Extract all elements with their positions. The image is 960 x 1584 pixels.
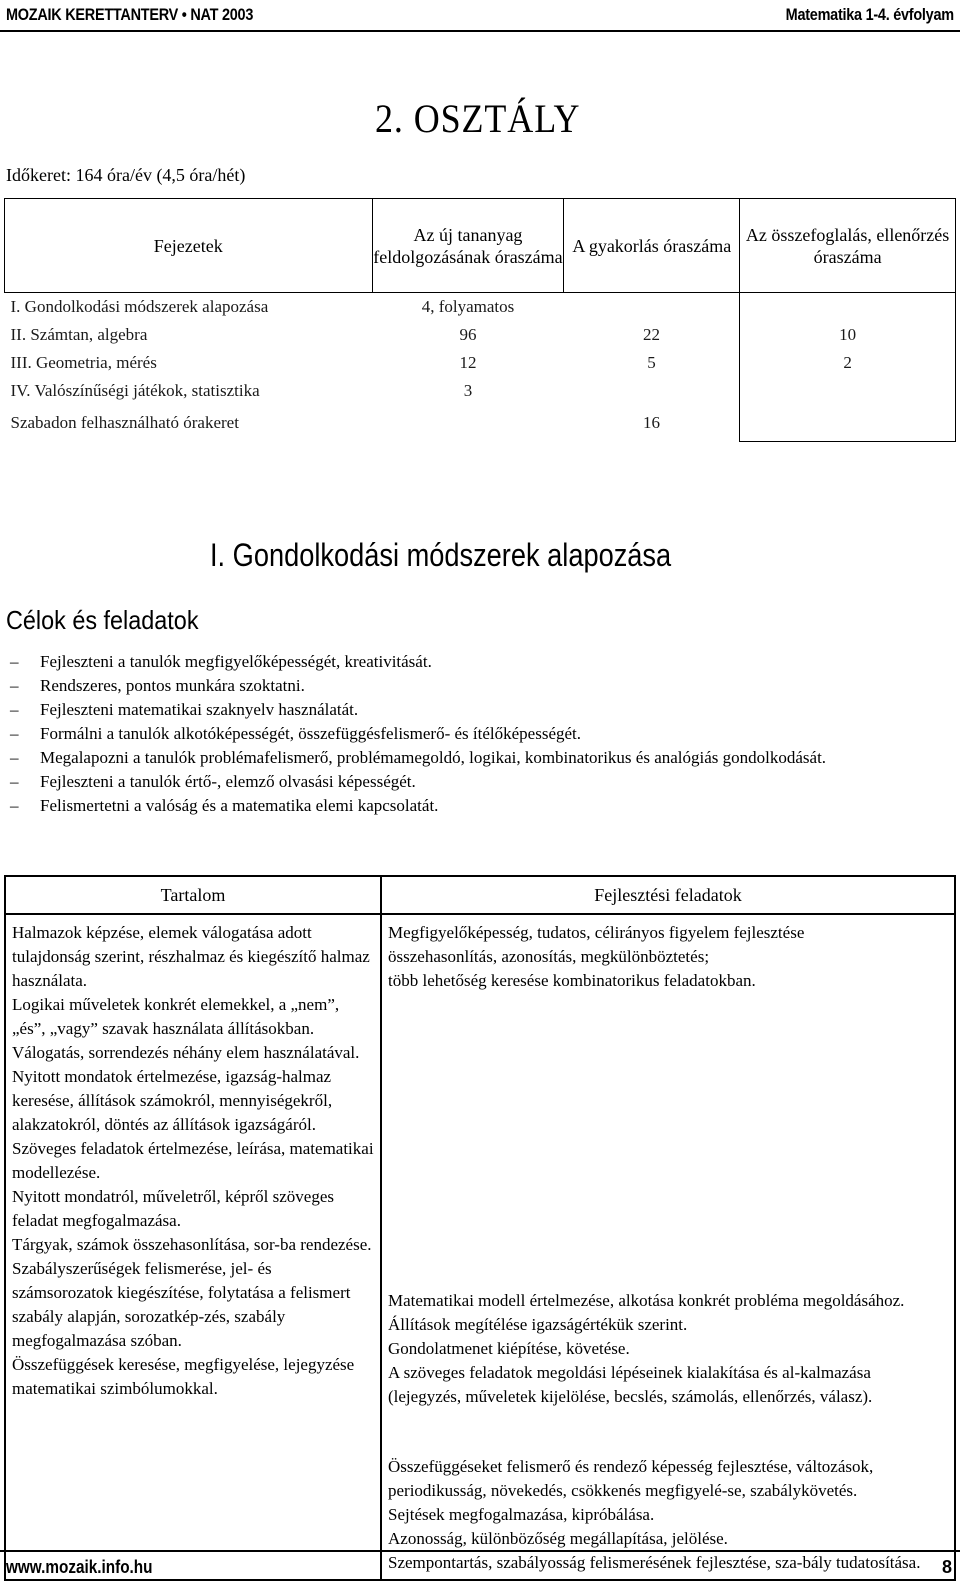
task-line: Megfigyelőképesség, tudatos, célirányos figyelem fejlesztése xyxy=(388,923,805,942)
header-rule xyxy=(0,30,960,32)
task-line: Állítások megítélése igazságértékük szerint. xyxy=(388,1315,688,1334)
task-line: összehasonlítás, azonosítás, megkülönböztetés; xyxy=(388,947,710,966)
task-line: Sejtések megfogalmazása, kipróbálása. xyxy=(388,1505,655,1524)
header-series-title: MOZAIK KERETTANTERV • NAT 2003 xyxy=(6,5,254,24)
tasks-column xyxy=(381,914,955,1580)
goal-item: – Fejleszteni a tanulók értő-, elemző olvasási képességét. xyxy=(10,770,950,794)
content-header-tasks: Fejlesztési feladatok xyxy=(381,876,955,914)
task-line: A szöveges feladatok megoldási lépéseinek kialakítása és al-kalmazása (lejegyzés, műveletek kijelölése, becslés, számolás, ellenőrzés, válasz). xyxy=(388,1363,873,1406)
tasks-block xyxy=(388,1455,948,1575)
hours-chapter: Szabadon felhasználható órakeret xyxy=(10,413,239,432)
page-number: 8 xyxy=(941,1557,952,1577)
page-header xyxy=(0,0,960,30)
hours-row xyxy=(5,293,956,322)
section-title: I. Gondolkodási módszerek alapozása xyxy=(210,537,672,573)
goal-item: – Rendszeres, pontos munkára szoktatni. xyxy=(10,674,950,698)
hours-header-review: Az összefoglalás, ellenőrzés óraszáma xyxy=(740,199,956,293)
content-paragraph: Szabályszerűségek felismerése, jel- és számsorozatok kiegészítése, folytatása a felismert szabály alapján, sorozatkép-zés, szabály megfogalmazása szóban. xyxy=(12,1259,351,1350)
hours-new: 4, folyamatos xyxy=(421,297,515,316)
hours-practice: 5 xyxy=(647,353,656,372)
task-line: több lehetőség keresése kombinatorikus feladatokban. xyxy=(388,971,756,990)
hours-header-chapters: Fejezetek xyxy=(5,199,373,293)
task-line: Matematikai modell értelmezése, alkotása konkrét probléma megoldásához. xyxy=(388,1291,905,1310)
content-header-content: Tartalom xyxy=(5,876,381,914)
hours-chapter: I. Gondolkodási módszerek alapozása xyxy=(10,297,269,316)
content-paragraph: Halmazok képzése, elemek válogatása adott tulajdonság szerint, részhalmaz és kiegészítő halmaz használata. xyxy=(12,923,370,990)
hours-new: 3 xyxy=(463,381,473,400)
content-paragraph: Tárgyak, számok összehasonlítása, sor-ba rendezése. xyxy=(12,1235,372,1254)
task-line: Összefüggéseket felismerő és rendező képesség fejlesztése, változások, periodikusság, növekedés, csökkenés megfigyelé-se, szabálykövetés. xyxy=(388,1457,874,1500)
hours-practice xyxy=(564,293,740,322)
goals-list xyxy=(10,650,950,818)
hours-row xyxy=(5,321,956,349)
hours-practice: 22 xyxy=(643,325,661,344)
content-paragraph: Logikai műveletek konkrét elemekkel, a „nem”, „és”, „vagy” szavak használata állításokban. xyxy=(12,995,340,1038)
goal-item: – Fejleszteni matematikai szaknyelv használatát. xyxy=(10,698,950,722)
footer-rule xyxy=(0,1550,960,1552)
content-paragraph: Nyitott mondatok értelmezése, igazság-halmaz keresése, állítások számokról, mennyiségekről, alakzatokról, döntés az állítások igazságáról. xyxy=(12,1067,333,1134)
hours-chapter: II. Számtan, algebra xyxy=(10,325,148,344)
timeframe-text: Időkeret: 164 óra/év (4,5 óra/hét) xyxy=(6,165,246,185)
header-subject-title: Matematika 1-4. évfolyam xyxy=(785,5,954,24)
task-line: Szempontartás, szabályosság felismerésének fejlesztése, sza-bály tudatosítása. xyxy=(388,1553,921,1572)
goal-item: – Formálni a tanulók alkotóképességét, összefüggésfelismerő- és ítélőképességét. xyxy=(10,722,950,746)
hours-new: 12 xyxy=(459,353,477,372)
goal-item: – Felismertetni a valóság és a matematika elemi kapcsolatát. xyxy=(10,794,950,818)
hours-new xyxy=(372,405,564,441)
content-column xyxy=(5,914,381,1580)
footer-website: www.mozaik.info.hu xyxy=(6,1557,153,1577)
hours-practice xyxy=(564,377,740,405)
hours-review xyxy=(740,405,956,441)
content-paragraph: Nyitott mondatról, műveletről, képről szöveges feladat megfogalmazása. xyxy=(12,1187,334,1230)
task-line: Gondolatmenet kiépítése, követése. xyxy=(388,1339,630,1358)
hours-header-new: Az új tananyag feldolgozásának óraszáma xyxy=(372,199,564,293)
hours-practice: 16 xyxy=(643,413,661,432)
goals-title: Célok és feladatok xyxy=(6,605,199,635)
hours-row xyxy=(5,377,956,405)
hours-chapter: IV. Valószínűségi játékok, statisztika xyxy=(10,381,260,400)
hours-review xyxy=(740,377,956,405)
content-paragraph: Összefüggések keresése, megfigyelése, lejegyzése matematikai szimbólumokkal. xyxy=(12,1355,355,1398)
hours-review xyxy=(740,293,956,322)
hours-review: 10 xyxy=(740,321,956,349)
goal-item: – Fejleszteni a tanulók megfigyelőképességét, kreativitását. xyxy=(10,650,950,674)
content-table xyxy=(4,875,956,1581)
goal-item: – Megalapozni a tanulók problémafelismerő, problémamegoldó, logikai, kombinatorikus és analógiás gondolkodását. xyxy=(10,746,950,770)
hours-table xyxy=(4,198,956,442)
hours-header-practice: A gyakorlás óraszáma xyxy=(564,199,740,293)
hours-review: 2 xyxy=(740,349,956,377)
tasks-block xyxy=(388,1289,948,1409)
hours-row xyxy=(5,349,956,377)
tasks-spacer xyxy=(388,1409,948,1455)
hours-new: 96 xyxy=(459,325,477,344)
content-paragraph: Szöveges feladatok értelmezése, leírása, matematikai modellezése. xyxy=(12,1139,374,1182)
tasks-spacer xyxy=(388,993,948,1289)
class-title: 2. OSZTÁLY xyxy=(375,96,581,141)
task-line: Azonosság, különbözőség megállapítása, jelölése. xyxy=(388,1529,728,1548)
hours-chapter: III. Geometria, mérés xyxy=(10,353,157,372)
tasks-block xyxy=(388,921,948,993)
hours-row xyxy=(5,405,956,441)
content-paragraph: Válogatás, sorrendezés néhány elem használatával. xyxy=(12,1043,360,1062)
